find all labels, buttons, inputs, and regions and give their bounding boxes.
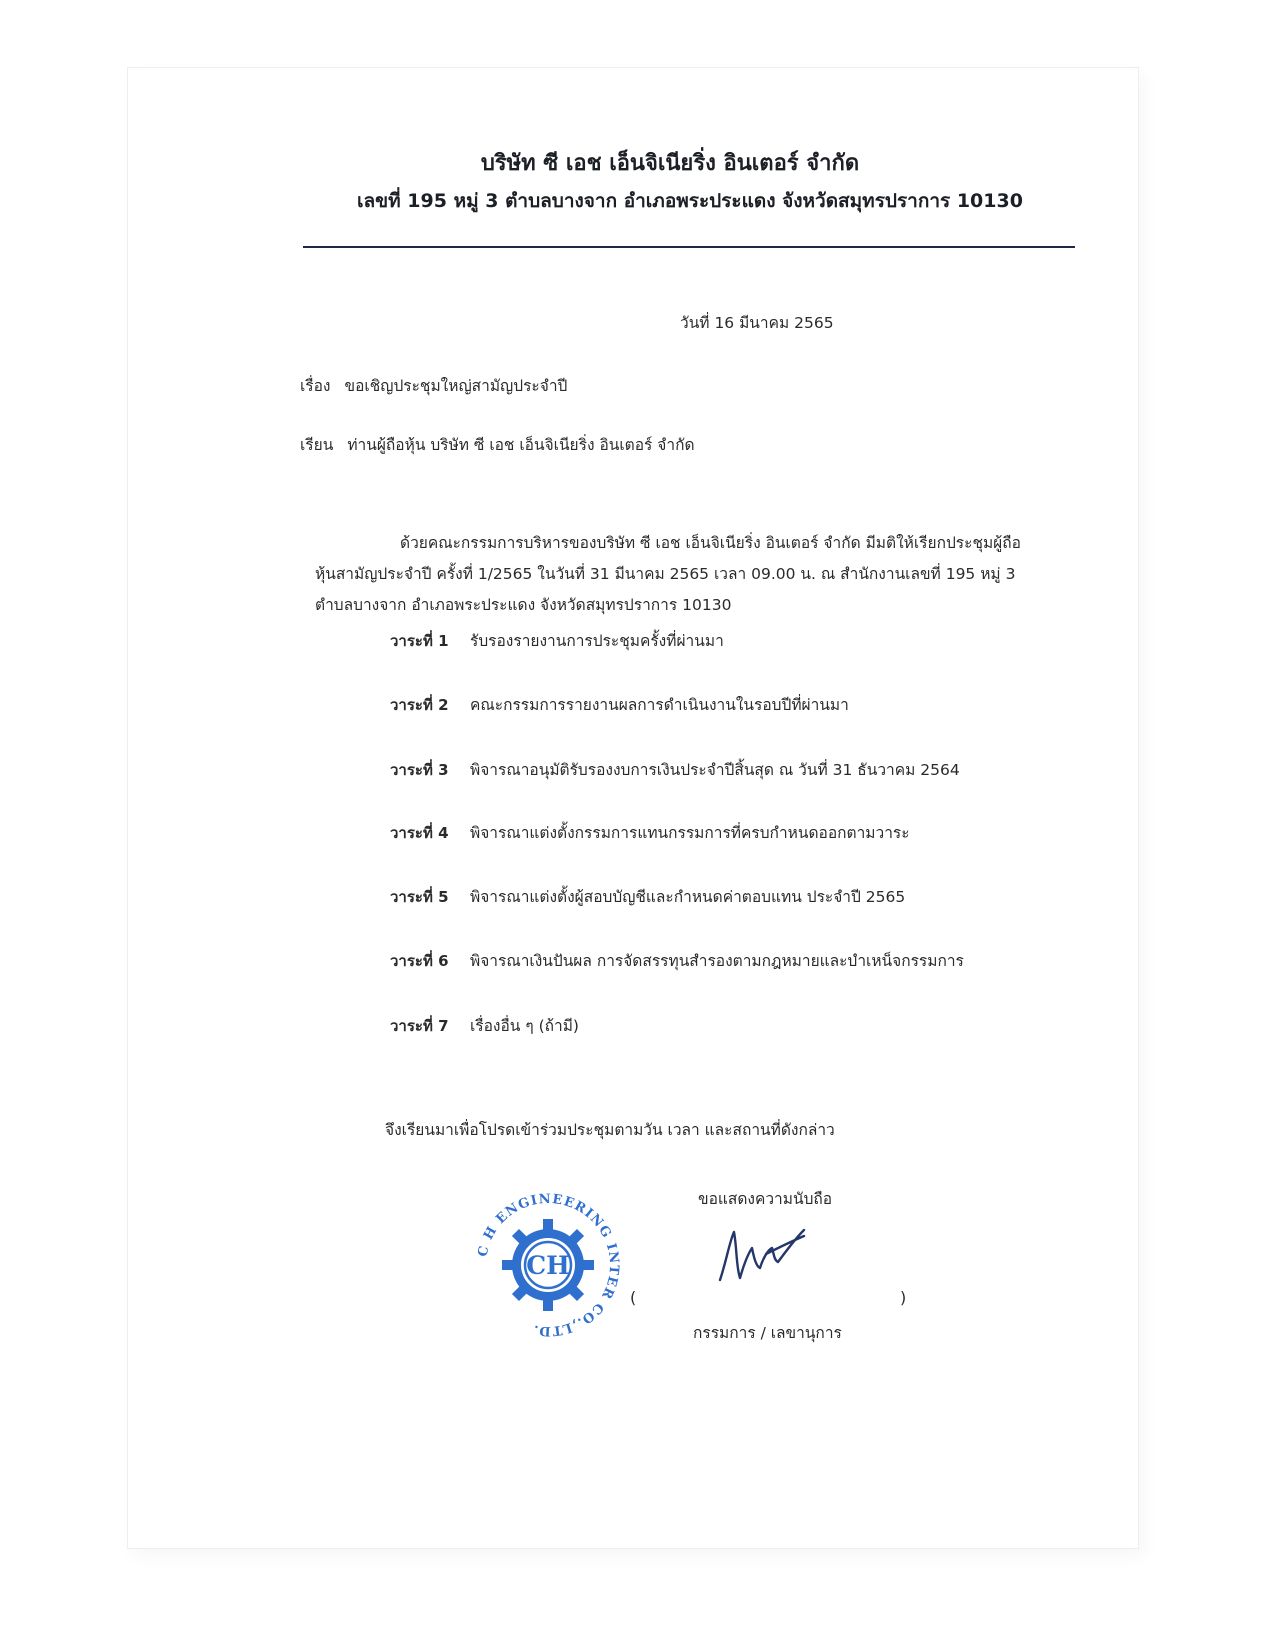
seal-center-text: CH (526, 1251, 570, 1280)
agenda-item (390, 628, 724, 653)
closing-text: จึงเรียนมาเพื่อโปรดเข้าร่วมประชุมตามวัน เวลา และสถานที่ดังกล่าว (385, 1121, 835, 1139)
agenda-item (390, 820, 910, 845)
agenda-text: พิจารณาแต่งตั้งกรรมการแทนกรรมการที่ครบกำหนดออกตามวาระ (470, 824, 910, 842)
recipient-label: เรียน (300, 436, 334, 454)
subject-line (300, 373, 567, 398)
letter-date: วันที่ 16 มีนาคม 2565 (680, 314, 834, 332)
agenda-item (390, 757, 960, 782)
company-seal (468, 1185, 628, 1345)
agenda-number: วาระที่ 4 (390, 824, 449, 842)
sign-off: ขอแสดงความนับถือ (698, 1190, 833, 1208)
signature (712, 1218, 812, 1293)
agenda-number: วาระที่ 6 (390, 952, 449, 970)
signer-name-close-paren: ) (900, 1288, 907, 1307)
agenda-item (390, 692, 849, 717)
agenda-text: พิจารณาอนุมัติรับรองงบการเงินประจำปีสิ้นสุด ณ วันที่ 31 ธันวาคม 2564 (470, 761, 960, 779)
agenda-item (390, 1013, 579, 1038)
header-divider (303, 246, 1075, 248)
letter-paper (128, 68, 1138, 1548)
recipient-line (300, 432, 695, 457)
agenda-text: พิจารณาแต่งตั้งผู้สอบบัญชีและกำหนดค่าตอบแทน ประจำปี 2565 (470, 888, 906, 906)
seal-ring-text: C H ENGINEERING INTER CO.,LTD. (475, 1191, 622, 1339)
agenda-text: คณะกรรมการรายงานผลการดำเนินงานในรอบปีที่ผ่านมา (470, 696, 849, 714)
agenda-number: วาระที่ 1 (390, 632, 449, 650)
intro-line-3: ตำบลบางจาก อำเภอพระประแดง จังหวัดสมุทรปราการ 10130 (315, 596, 732, 614)
agenda-number: วาระที่ 5 (390, 888, 449, 906)
agenda-text: พิจารณาเงินปันผล การจัดสรรทุนสำรองตามกฎหมายและบำเหน็จกรรมการ (470, 952, 964, 970)
intro-line-2: หุ้นสามัญประจำปี ครั้งที่ 1/2565 ในวันที่ 31 มีนาคม 2565 เวลา 09.00 น. ณ สำนักงานเลขที่ 195 หมู่ 3 (315, 565, 1016, 583)
recipient-text: ท่านผู้ถือหุ้น บริษัท ซี เอช เอ็นจิเนียริ่ง อินเตอร์ จำกัด (347, 436, 695, 454)
company-name: บริษัท ซี เอช เอ็นจิเนียริ่ง อินเตอร์ จำกัด (480, 151, 860, 176)
signer-position: กรรมการ / เลขานุการ (693, 1324, 842, 1342)
subject-label: เรื่อง (300, 377, 331, 395)
agenda-number: วาระที่ 2 (390, 696, 449, 714)
signer-name-open-paren: ( (630, 1288, 637, 1307)
agenda-number: วาระที่ 7 (390, 1017, 449, 1035)
company-address: เลขที่ 195 หมู่ 3 ตำบลบางจาก อำเภอพระประแดง จังหวัดสมุทรปราการ 10130 (357, 190, 1023, 212)
agenda-item (390, 948, 964, 973)
agenda-text: รับรองรายงานการประชุมครั้งที่ผ่านมา (470, 632, 724, 650)
agenda-text: เรื่องอื่น ๆ (ถ้ามี) (470, 1017, 579, 1035)
agenda-item (390, 884, 905, 909)
intro-line-1: ด้วยคณะกรรมการบริหารของบริษัท ซี เอช เอ็นจิเนียริ่ง อินเตอร์ จำกัด มีมติให้เรียกประชุมผู้ถือ (400, 534, 1021, 552)
subject-text: ขอเชิญประชุมใหญ่สามัญประจำปี (344, 377, 568, 395)
agenda-number: วาระที่ 3 (390, 761, 449, 779)
